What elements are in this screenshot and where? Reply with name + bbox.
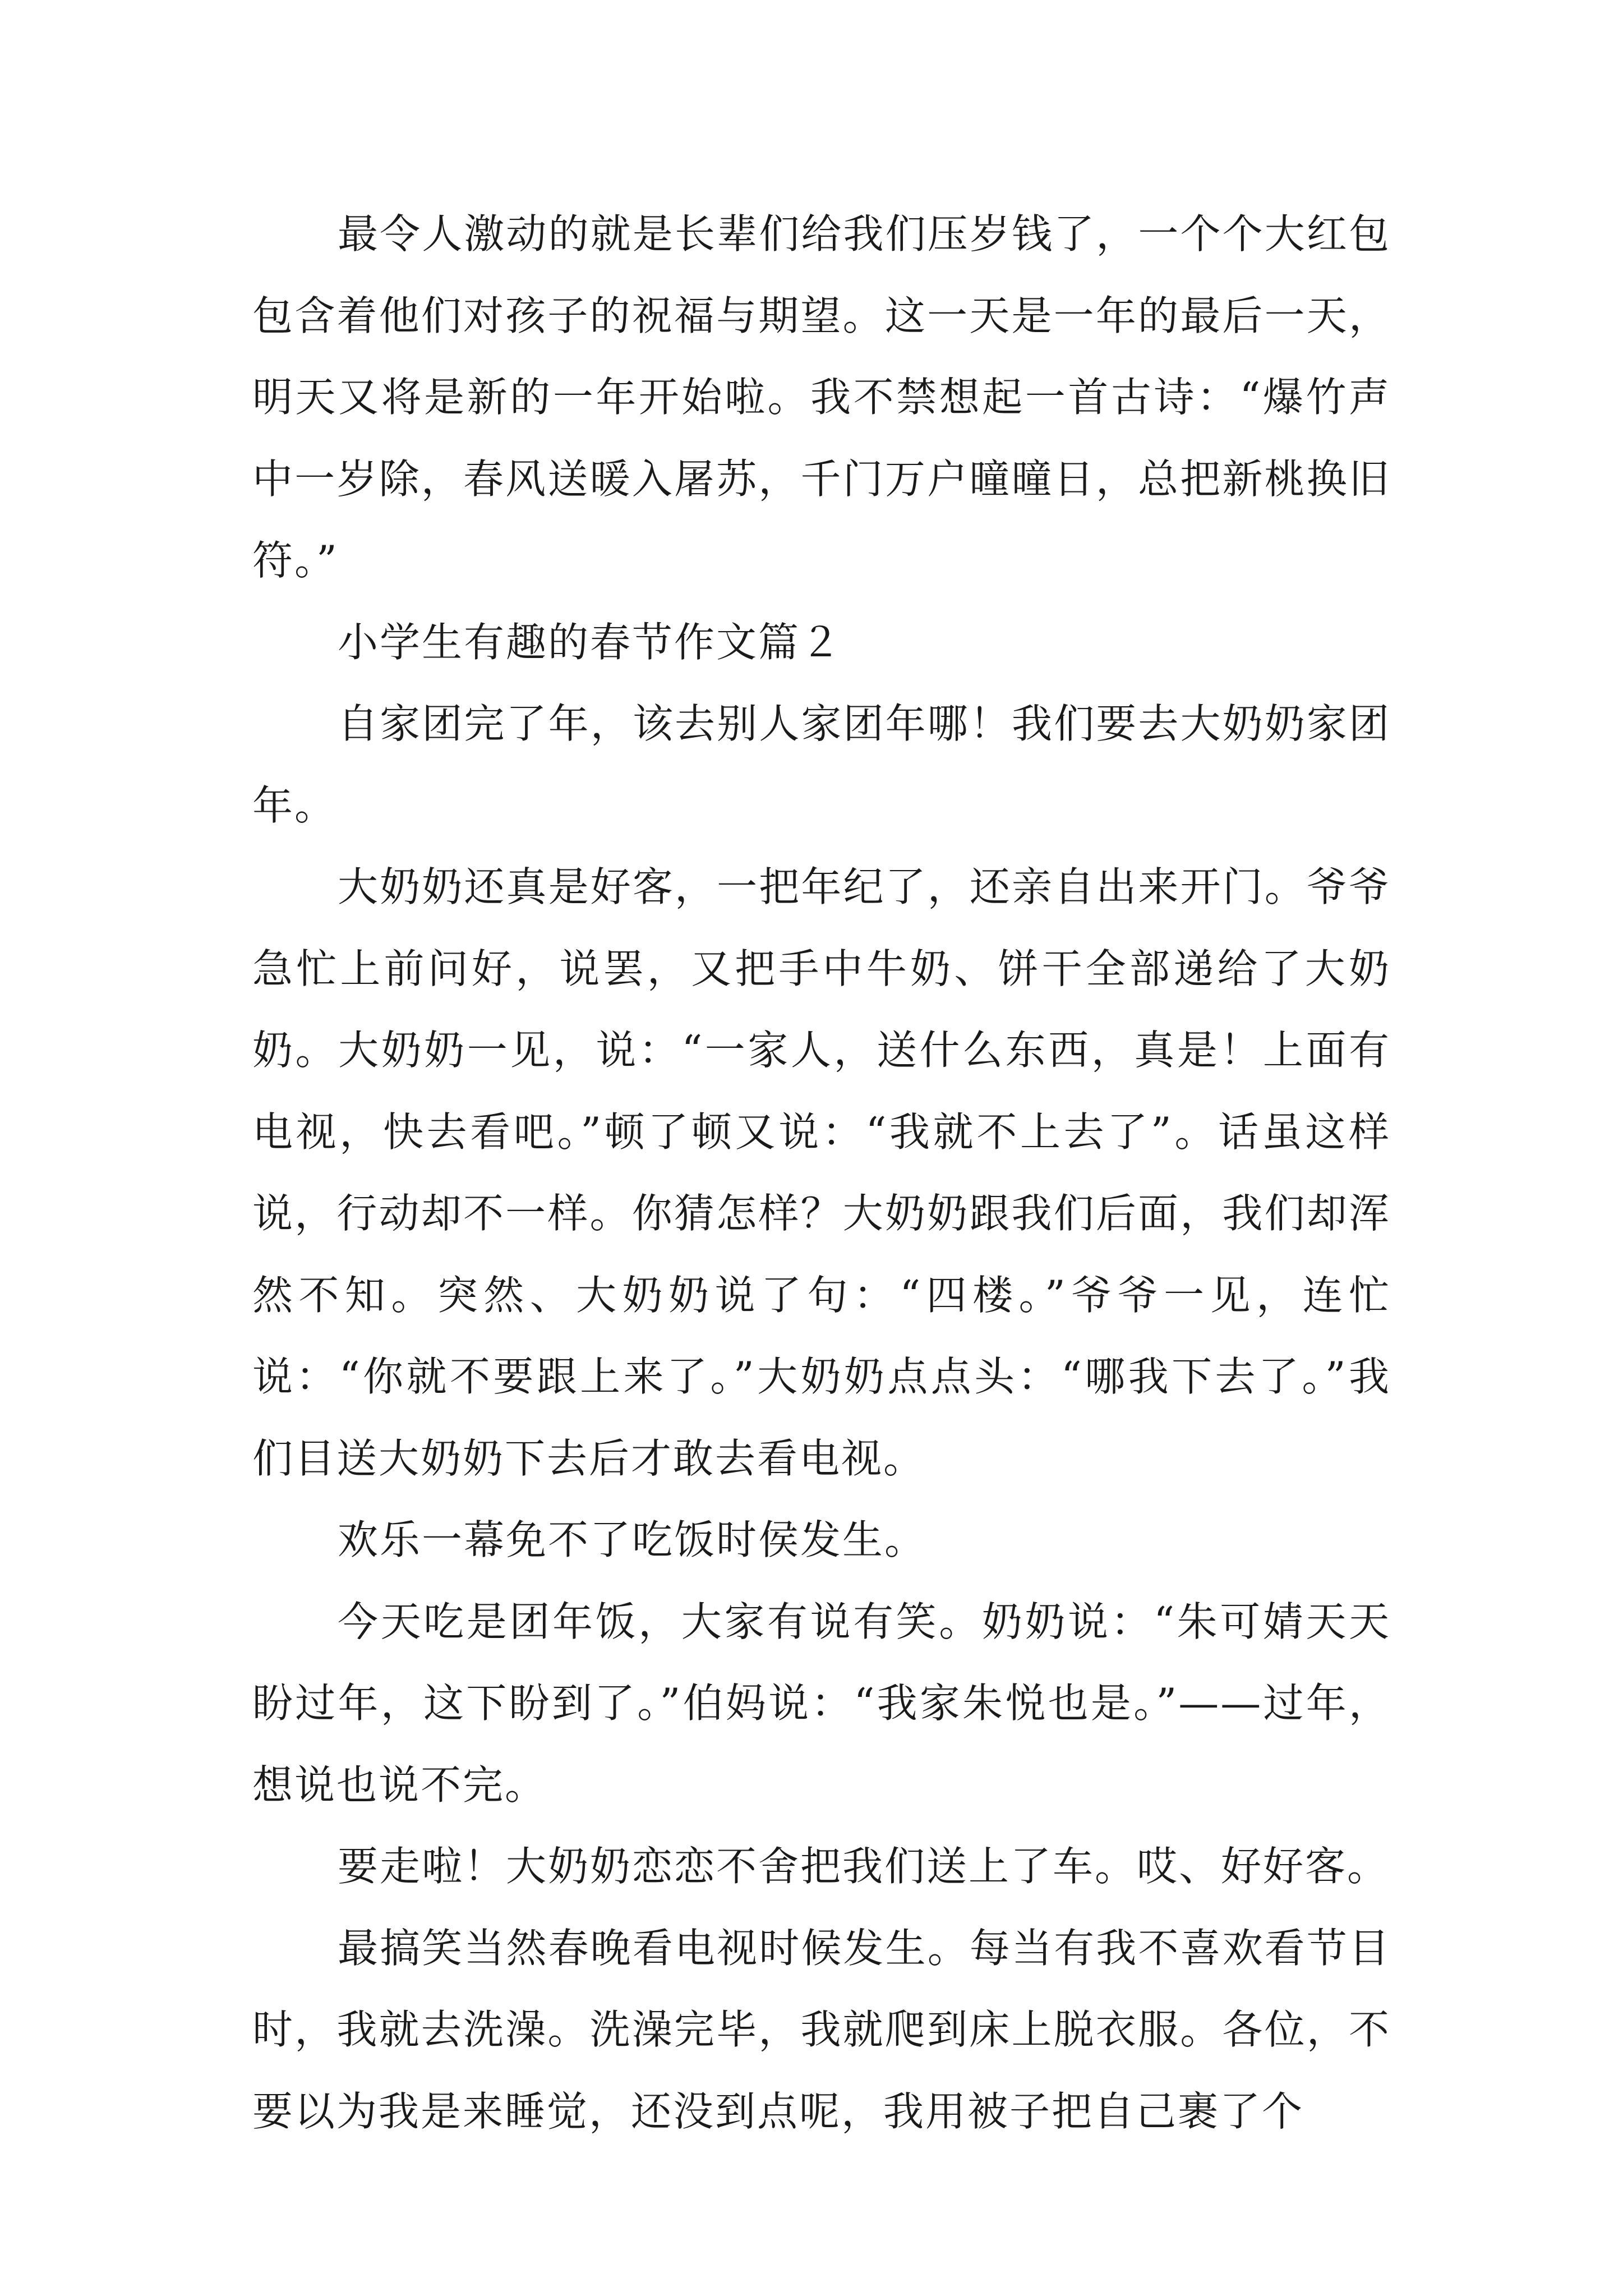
paragraph-reunion-dinner: 今天吃是团年饭，大家有说有笑。奶奶说：“朱可婧天天盼过年，这下盼到了。”伯妈说：“我家朱悦也是。”——过年，想说也说不完。 — [252, 1598, 1391, 1809]
section-heading: 小学生有趣的春节作文篇２ — [338, 618, 843, 666]
paragraph-visit-intro: 自家团完了年，该去别人家团年哪！我们要去大奶奶家团年。 — [252, 700, 1391, 829]
paragraph-spring-gala: 最搞笑当然春晚看电视时候发生。每当有我不喜欢看节目时，我就去洗澡。洗澡完毕，我就爬到床上脱衣服。各位，不要以为我是来睡觉，还没到点呢，我用被子把自己裹了个 — [252, 1924, 1391, 2135]
paragraph-great-grandma: 大奶奶还真是好客，一把年纪了，还亲自出来开门。爷爷急忙上前问好，说罢，又把手中牛奶、饼干全部递给了大奶奶。大奶奶一见，说：“一家人，送什么东西，真是！上面有电视，快去看吧。”顿了顿又说：“我就不上去了”。话虽这样说，行动却不一样。你猜怎样？大奶奶跟我们后面，我们却浑然不知。突然、大奶奶说了句：“四楼。”爷爷一见，连忙说：“你就不要跟上来了。”大奶奶点点头：“哪我下去了。”我们目送大奶奶下去后才敢去看电视。 — [252, 863, 1391, 1482]
document-body — [252, 194, 1391, 2152]
paragraph-leaving: 要走啦！大奶奶恋恋不舍把我们送上了车。哎、好好客。 — [338, 1843, 1390, 1890]
paragraph-red-envelope: 最令人激动的就是长辈们给我们压岁钱了，一个个大红包包含着他们对孩子的祝福与期望。这一天是一年的最后一天，明天又将是新的一年开始啦。我不禁想起一首古诗：“爆竹声中一岁除，春风送暖入屠苏，千门万户曈曈日，总把新桃换旧符。” — [252, 210, 1391, 584]
paragraph-dinner-intro: 欢乐一幕免不了吃饭时侯发生。 — [338, 1516, 927, 1563]
